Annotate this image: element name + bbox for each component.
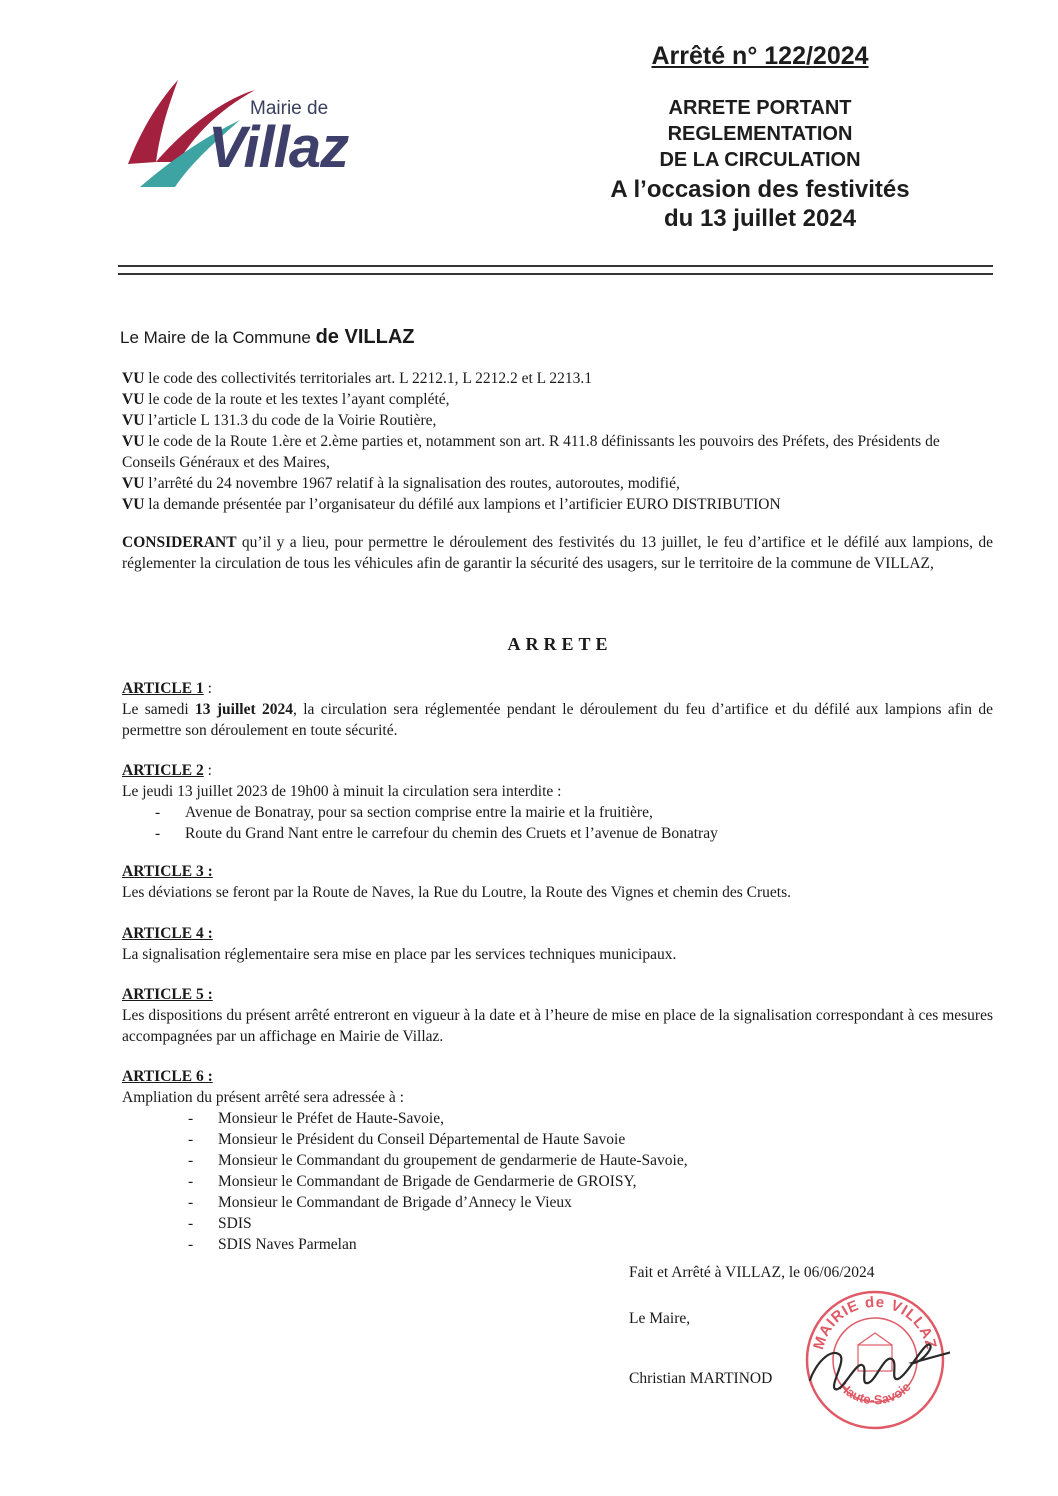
arrete-number: Arrêté n° 122/2024 bbox=[651, 42, 869, 70]
signature-date: Fait et Arrêté à VILLAZ, le 06/06/2024 bbox=[629, 1264, 875, 1281]
article-1-text-pre: Le samedi bbox=[122, 701, 195, 718]
header-line-1: ARRETE PORTANT bbox=[668, 97, 852, 119]
list-item-text: Monsieur le Préfet de Haute-Savoie, bbox=[218, 1110, 444, 1127]
article-2-text: Le jeudi 13 juillet 2023 de 19h00 à minuit la circulation sera interdite : bbox=[122, 783, 562, 800]
considerant-paragraph bbox=[122, 532, 993, 574]
header-line-3: DE LA CIRCULATION bbox=[659, 149, 861, 171]
article-1-date: 13 juillet 2024 bbox=[195, 701, 293, 718]
mairie-logo bbox=[120, 62, 370, 197]
article-3-title: ARTICLE 3 : bbox=[122, 863, 213, 880]
logo-text-mairie-de: Mairie de bbox=[250, 98, 329, 119]
intro-line bbox=[120, 326, 414, 349]
logo-text-villaz: Villaz bbox=[208, 115, 349, 180]
arrete-heading: ARRETE bbox=[507, 634, 613, 654]
list-item-text: Monsieur le Président du Conseil Départemental de Haute Savoie bbox=[218, 1131, 626, 1148]
list-item: - Monsieur le Commandant de Brigade de Gendarmerie de GROISY, bbox=[188, 1173, 637, 1190]
article-5-title: ARTICLE 5 : bbox=[122, 986, 213, 1003]
article-1 bbox=[122, 678, 993, 741]
list-item-text: SDIS bbox=[218, 1215, 252, 1232]
vu-text: le code de la route et les textes l’ayant complété, bbox=[144, 391, 450, 408]
list-item-text: SDIS Naves Parmelan bbox=[218, 1236, 357, 1253]
signature-role: Le Maire, bbox=[629, 1310, 691, 1327]
vu-text: l’article L 131.3 du code de la Voirie Routière, bbox=[144, 412, 437, 429]
vu-item bbox=[122, 389, 993, 410]
list-item-text: Route du Grand Nant entre le carrefour du chemin des Cruets et l’avenue de Bonatray bbox=[185, 825, 718, 842]
article-6 bbox=[122, 1066, 993, 1255]
handwritten-signature-icon bbox=[810, 1343, 950, 1389]
vu-item bbox=[122, 368, 993, 389]
list-item: - Monsieur le Commandant du groupement de gendarmerie de Haute-Savoie, bbox=[188, 1152, 688, 1169]
article-3 bbox=[122, 861, 993, 903]
vu-text: le code de la Route 1.ère et 2.ème parties et, notamment son art. R 411.8 définissants les pouvoirs des Préfets, des Présidents de Conseils Généraux et des Maires, bbox=[122, 433, 940, 471]
vu-key: VU bbox=[122, 370, 145, 387]
article-4-text: La signalisation réglementaire sera mise en place par les services techniques municipaux. bbox=[122, 946, 677, 963]
article-2-list bbox=[122, 802, 993, 844]
intro-commune: de VILLAZ bbox=[315, 326, 415, 348]
vu-text: l’arrêté du 24 novembre 1967 relatif à la signalisation des routes, autoroutes, modifié, bbox=[144, 475, 680, 492]
article-3-text: Les déviations se feront par la Route de Naves, la Rue du Loutre, la Route des Vignes et chemin des Cruets. bbox=[122, 884, 791, 901]
list-item: - Avenue de Bonatray, pour sa section comprise entre la mairie et la fruitière, bbox=[155, 804, 653, 821]
vu-key: VU bbox=[122, 496, 145, 513]
header-line-2: REGLEMENTATION bbox=[667, 123, 853, 145]
list-item-text: Avenue de Bonatray, pour sa section comprise entre la mairie et la fruitière, bbox=[185, 804, 653, 821]
list-item: - Monsieur le Préfet de Haute-Savoie, bbox=[188, 1110, 444, 1127]
article-5-text: Les dispositions du présent arrêté entreront en vigueur à la date et à l’heure de mise en place de la signalisation correspondant à ces mesures accompagnées par un affichage en Mairie de Villaz. bbox=[122, 1007, 993, 1045]
header-line-5: du 13 juillet 2024 bbox=[663, 205, 857, 232]
official-stamp-icon bbox=[800, 1285, 950, 1435]
vu-text: le code des collectivités territoriales art. L 2212.1, L 2212.2 et L 2213.1 bbox=[144, 370, 593, 387]
list-item: - Route du Grand Nant entre le carrefour du chemin des Cruets et l’avenue de Bonatray bbox=[155, 825, 718, 842]
article-2-title: ARTICLE 2 bbox=[122, 762, 204, 779]
article-4-title: ARTICLE 4 : bbox=[122, 925, 213, 942]
list-item: - SDIS bbox=[188, 1215, 252, 1232]
article-6-text: Ampliation du présent arrêté sera adressée à : bbox=[122, 1089, 404, 1106]
article-6-title: ARTICLE 6 : bbox=[122, 1068, 213, 1085]
article-1-text-post: , la circulation sera réglementée pendant le déroulement du feu d’artifice et du défilé aux lampions afin de permettre son déroulement en toute sécurité. bbox=[122, 701, 993, 739]
article-2 bbox=[122, 760, 993, 844]
intro-prefix: Le Maire de la Commune bbox=[120, 328, 316, 347]
list-item-text: Monsieur le Commandant de Brigade d’Annecy le Vieux bbox=[218, 1194, 572, 1211]
vu-item bbox=[122, 410, 993, 431]
list-item: - SDIS Naves Parmelan bbox=[188, 1236, 357, 1253]
vu-block bbox=[122, 368, 993, 515]
vu-item bbox=[122, 431, 993, 473]
svg-text:Haute-Savoie: Haute-Savoie bbox=[836, 1379, 914, 1408]
vu-key: VU bbox=[122, 433, 145, 450]
article-6-list bbox=[122, 1108, 993, 1255]
header-line-4: A l’occasion des festivités bbox=[610, 176, 910, 203]
vu-key: VU bbox=[122, 391, 145, 408]
article-1-title: ARTICLE 1 bbox=[122, 680, 204, 697]
considerant-text: qu’il y a lieu, pour permettre le déroulement des festivités du 13 juillet, le feu d’artifice et le défilé aux lampions, de réglementer la circulation de tous les véhicules afin de garantir la sécurité des usagers, sur le territoire de la commune de VILLAZ, bbox=[122, 534, 993, 572]
article-4 bbox=[122, 923, 993, 965]
article-1-sep: : bbox=[203, 680, 212, 697]
list-item: - Monsieur le Président du Conseil Départemental de Haute Savoie bbox=[188, 1131, 626, 1148]
list-item: - Monsieur le Commandant de Brigade d’Annecy le Vieux bbox=[188, 1194, 572, 1211]
vu-item bbox=[122, 473, 993, 494]
list-item-text: Monsieur le Commandant de Brigade de Gendarmerie de GROISY, bbox=[218, 1173, 637, 1190]
signature-name: Christian MARTINOD bbox=[629, 1370, 773, 1387]
considerant-key: CONSIDERANT bbox=[122, 534, 237, 551]
vu-text: la demande présentée par l’organisateur du défilé aux lampions et l’artificier EURO DISTRIBUTION bbox=[144, 496, 781, 513]
vu-item bbox=[122, 494, 993, 515]
article-5 bbox=[122, 984, 993, 1047]
vu-key: VU bbox=[122, 412, 145, 429]
list-item-text: Monsieur le Commandant du groupement de gendarmerie de Haute-Savoie, bbox=[218, 1152, 688, 1169]
article-2-sep: : bbox=[203, 762, 212, 779]
vu-key: VU bbox=[122, 475, 145, 492]
header-divider bbox=[118, 265, 993, 275]
svg-text:MAIRIE de VILLAZ: MAIRIE de VILLAZ bbox=[810, 1293, 940, 1352]
